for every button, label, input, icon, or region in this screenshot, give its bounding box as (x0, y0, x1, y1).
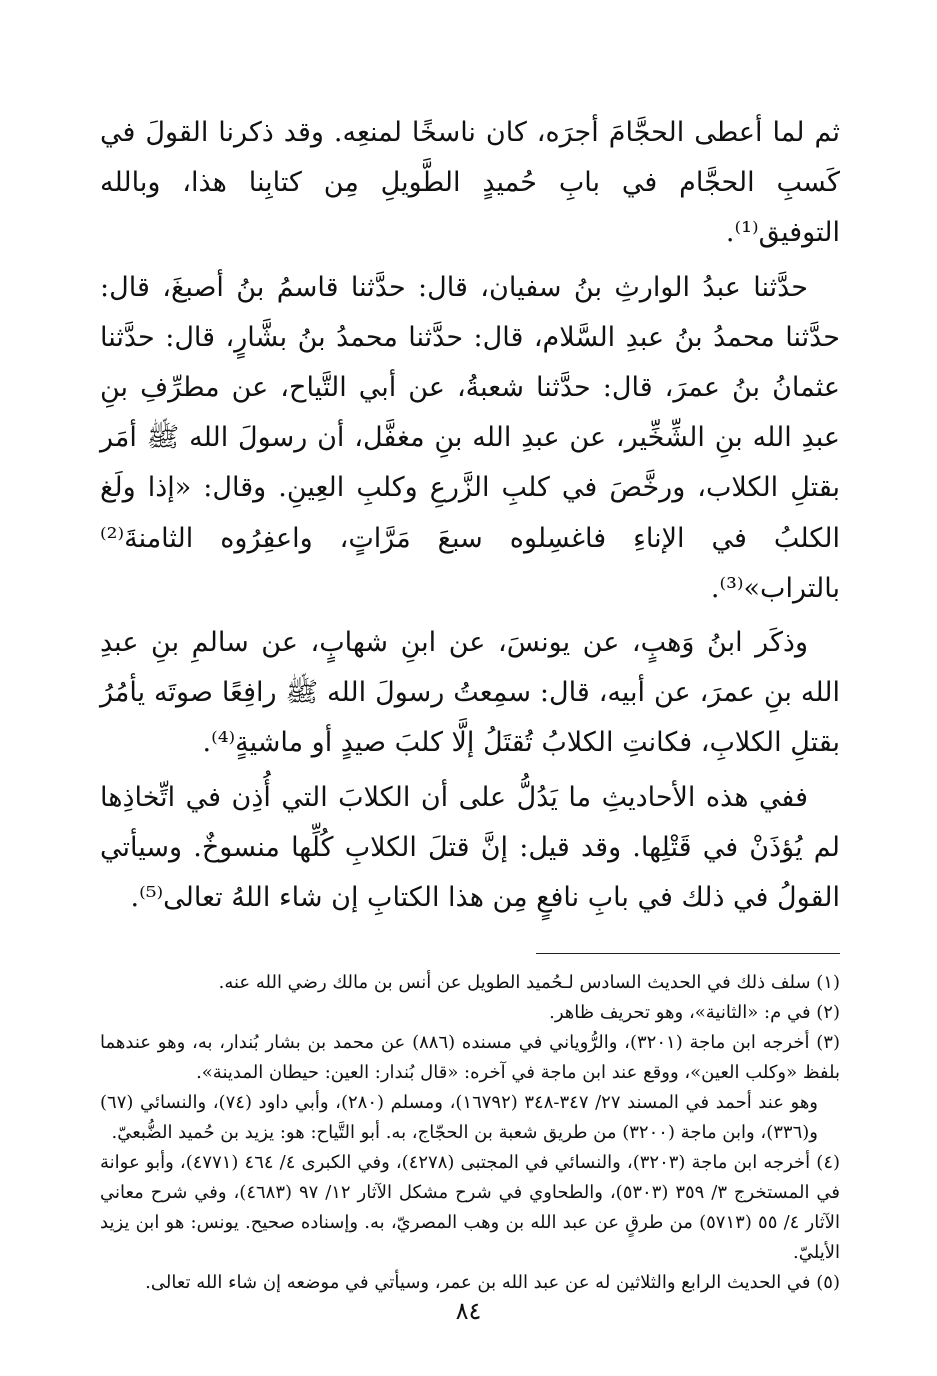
main-text (100, 108, 840, 923)
footnotes (100, 968, 840, 1298)
footnote-divider (536, 953, 840, 954)
document-page (100, 108, 840, 1298)
footnote-4: (٤) أخرجه ابن ماجة (٣٢٠٣)، والنسائي في المجتبى (٤٢٧٨)، وفي الكبرى ٤/ ٤٦٤ (٤٧٧١)، وأبو عوانة في المستخرج ٣/ ٣٥٩ (٥٣٠٣)، والطحاوي في شرح مشكل الآثار ١٢/ ٩٧ (٤٦٨٣)، وفي شرح معاني الآثار ٤/ ٥٥ (٥٧١٣) من طرقٍ عن عبد الله بن وهب المصريّ، به. وإسناده صحيح. يونس: هو ابن يزيد الأيليّ. (100, 1152, 841, 1264)
footnote-1: (١) سلف ذلك في الحديث السادس لـحُميد الطويل عن أنس بن مالك رضي الله عنه. (218, 972, 840, 994)
footnote-3: (٣) أخرجه ابن ماجة (٣٢٠١)، والرُّوياني في مسنده (٨٨٦) عن محمد بن بشار بُندار، به، وهو عندهما بلفظ «وكلب العين»، ووقع عند ابن ماجة في آخره: «قال بُندار: العين: حيطان المدينة». (100, 1032, 840, 1084)
footnote-3-continued: وهو عند أحمد في المسند ٢٧/ ٣٤٧-٣٤٨ (١٦٧٩٢)، ومسلم (٢٨٠)، وأبي داود (٧٤)، والنسائي (٦٧) و(٣٣٦)، وابن ماجة (٣٢٠٠) من طريق شعبة بن الحجّاج، به. أبو التَّياح: هو: يزيد بن حُميد الضُّبعيّ. (100, 1092, 819, 1144)
footnote-2: (٢) في م: «الثانية»، وهو تحريف ظاهر. (549, 1002, 840, 1024)
paragraph-3: وذكَر ابنُ وَهبٍ، عن يونسَ، عن ابنِ شهابٍ، عن سالمِ بنِ عبدِ الله بنِ عمرَ، عن أبيه، قال: سمِعتُ رسولَ الله ﷺ رافِعًا صوتَه يأمُرُ بقتلِ الكلابِ، فكانتِ الكلابُ تُقتَلُ إلَّا كلبَ صيدٍ أو ماشيةٍ⁽⁴⁾. (100, 627, 840, 759)
paragraph-4: ففي هذه الأحاديثِ ما يَدُلُّ على أن الكلابَ التي أُذِن في اتِّخاذِها لم يُؤذَنْ في قَتْلِها. وقد قيل: إنَّ قتلَ الكلابِ كُلِّها منسوخٌ. وسيأتي القولُ في ذلك في بابِ نافعٍ مِن هذا الكتابِ إن شاء اللهُ تعالى⁽⁵⁾. (100, 781, 840, 914)
footnote-5: (٥) في الحديث الرابع والثلاثين له عن عبد الله بن عمر، وسيأتي في موضعه إن شاء الله تعالى. (145, 1272, 840, 1294)
page-number: ٨٤ (455, 1297, 482, 1325)
paragraph-1: ثم لما أعطى الحجَّامَ أجرَه، كان ناسخًا لمنعِه. وقد ذكرنا القولَ في كَسبِ الحجَّام في بابِ حُميدٍ الطَّويلِ مِن كتابِنا هذا، وبالله التوفيق⁽¹⁾. (100, 117, 840, 249)
paragraph-2: حدَّثنا عبدُ الوارثِ بنُ سفيان، قال: حدَّثنا قاسمُ بنُ أصبغَ، قال: حدَّثنا محمدُ بنُ عبدِ السَّلام، قال: حدَّثنا محمدُ بنُ بشَّارٍ، قال: حدَّثنا عثمانُ بنُ عمرَ، قال: حدَّثنا شعبةُ، عن أبي التَّياح، عن مطرِّفِ بنِ عبدِ الله بنِ الشِّخِّير، عن عبدِ الله بنِ مغفَّل، أن رسولَ الله ﷺ أمَر بقتلِ الكلاب، ورخَّصَ في كلبِ الزَّرعِ وكلبِ العِينِ. وقال: «إذا ولَغ الكلبُ في الإناءِ فاغسِلوه سبعَ مَرَّاتٍ، واعفِرُوه الثامنةَ⁽²⁾ بالتراب»⁽³⁾. (100, 271, 840, 604)
